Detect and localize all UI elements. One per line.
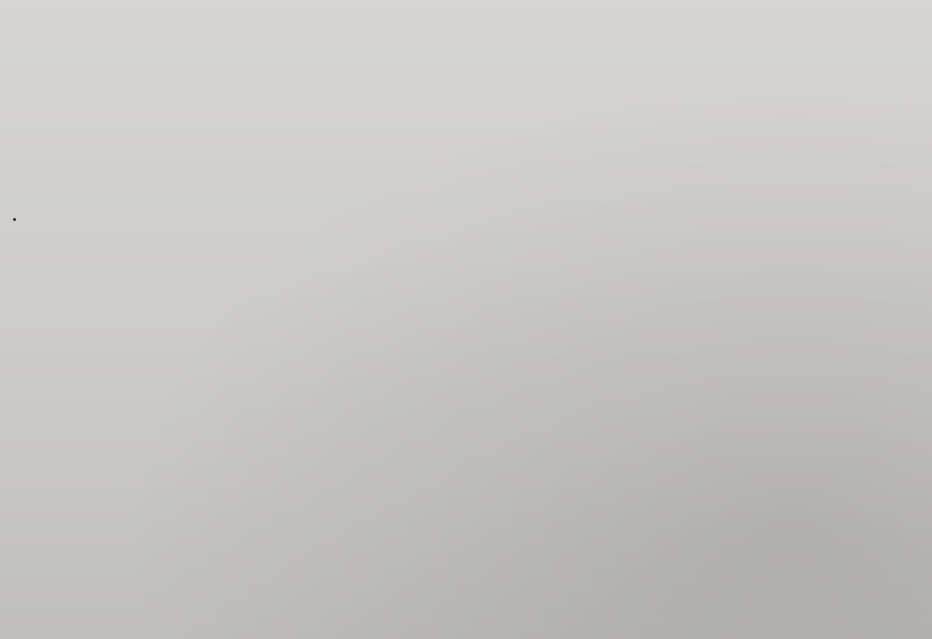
margin-dot	[13, 218, 16, 221]
